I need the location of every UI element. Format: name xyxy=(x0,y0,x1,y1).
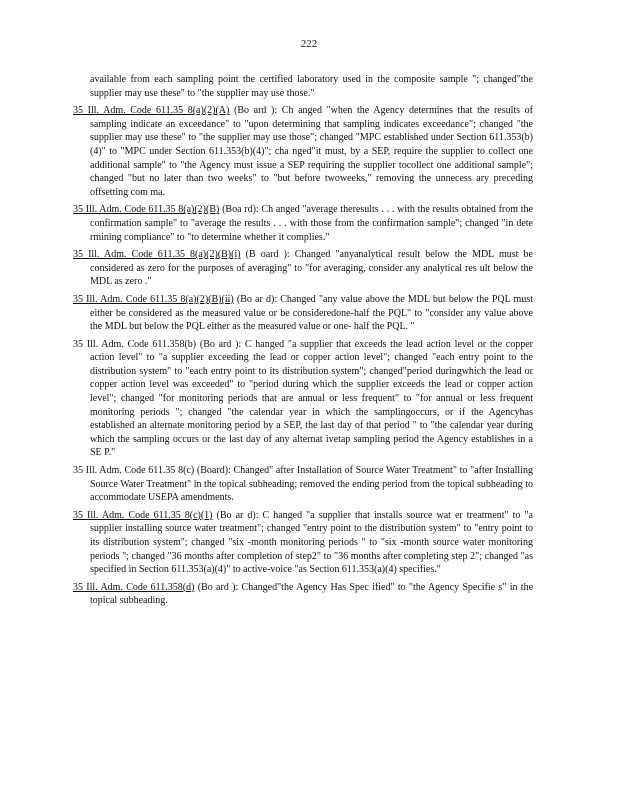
entry-text: 35 Ill. Adm. Code 611.35 8(c) (Board): Changed" after Installation of Source Water Treatment" to "after Installing Source Water Treatment" in the topical subheading; removed the ending period from the topical subheading to accommodate USEPA amendments. xyxy=(73,465,533,504)
code-citation: 35 Ill. Adm. Code 611.35 8(a)(2)(A) xyxy=(73,105,230,117)
amendment-entry xyxy=(73,248,533,289)
entry-text: (Bo ard ): Ch anged "when the Agency determines that the results of sampling indicate an exceedance" to "upon determining that sampling indicates exceedance"; changed "the supplier may use these" to "the supplier may use those"; changed "MPC established under Section 611.353(b)(4)" to "MPC under Section 611.353(b)(4)"; cha nged"it must, by a SEP, require the supplier to collect one additional sample" to "the Agency must issue a SEP requiring the supplier tocollect one additional sample"; changed "but no later than two weeks" to "but before twoweeks," removing the unnecess ary preceding offsetting com ma. xyxy=(90,105,534,198)
entry-text: (Bo ard ): C hanged "a supplier that exceeds the lead action level or the copper action level" to "a supplier exceeding the lead or copper action level"; changed "each entry point to the distribution system" to "each entry point to its distribution system"; changed"period duringwhich the lead or copper action level was exceeded" to "period during which the supplier exceeds the lead or copper action level"; changed "for monitoring periods that are annual or less frequent" to "for annual or less frequent monitoring periods "; changed "the calendar year in which the samplingoccurs, or if the Agencyhas established an alternate monitoring period by a SEP, the last day of that period " to "the calendar year during which the sampling occurs or the last day of any alternat ivetap sampling period the Agency establishes in a SE P." xyxy=(90,338,534,459)
continued-paragraph xyxy=(73,73,533,100)
page-number: 222 xyxy=(300,38,318,50)
entry-text: (Bo ar d): C hanged "a supplier that installs source wat er treatment" to "a supplier installing source water treatment"; changed "entry point to the distribution system" to "entry point to its distribution system"; changed "six -month monitoring periods " to "six -month source water monitoring periods "; changed "36 months after completion of step2" to "36 months after completing step 2"; changed "as specified in Section 611.353(a)(4)" to active-voice "as Section 611.353(a)(4) specifies." xyxy=(90,509,533,576)
amendment-entry xyxy=(73,293,533,334)
amendment-entry xyxy=(73,338,533,460)
entry-text: (Bo ard ): Changed"the Agency Has Spec ified" to "the Agency Specifie s" in the topical subheading. xyxy=(90,581,534,607)
code-citation: 35 Ill. Adm. Code 611.358(d) xyxy=(73,581,195,593)
amendment-entry xyxy=(73,509,533,577)
amendment-entry xyxy=(73,464,533,505)
code-citation: 35 Ill. Adm. Code 611.35 8(a)(2)(B)(i) xyxy=(73,249,241,261)
entry-text: (B oard ): Changed "anyanalytical result below the MDL must be considered as zero for the purposes of averaging" to "for averaging, consider any analytical res ult below the MDL as zero ." xyxy=(90,249,533,288)
amendment-entry xyxy=(73,203,533,244)
document-body xyxy=(73,73,533,612)
amendment-entry xyxy=(73,104,533,199)
entry-text: available from each sampling point the certified laboratory used in the composite sample "; changed"the supplier may use these" to "the supplier may use those." xyxy=(90,74,533,99)
entry-text: (Boa rd): Ch anged "average theresults . . . with the results obtained from the confirmation sample" to "average the results . . . with those from the confirmation sample"; changed "in dete rmining compliance" to "to determine whether it complies." xyxy=(90,204,533,243)
code-citation: 35 Ill. Adm. Code 611.35 8(a)(2)(B)(ii) xyxy=(73,293,234,305)
code-citation: 35 Ill. Adm. Code 611.358(b) xyxy=(73,338,197,350)
entry-text: (Bo ar d): Changed "any value above the MDL but below the PQL must either be considered as the measured value or be consideredone-half the PQL" to "consider any value above the MDL but below the PQL either as the measured value or one- half the PQL. " xyxy=(90,293,533,333)
code-citation: 35 Ill. Adm. Code 611.35 8(c)(1) xyxy=(73,509,213,521)
amendment-entry xyxy=(73,581,533,608)
code-citation: 35 Ill. Adm. Code 611.35 8(a)(2)(B) xyxy=(73,204,220,216)
